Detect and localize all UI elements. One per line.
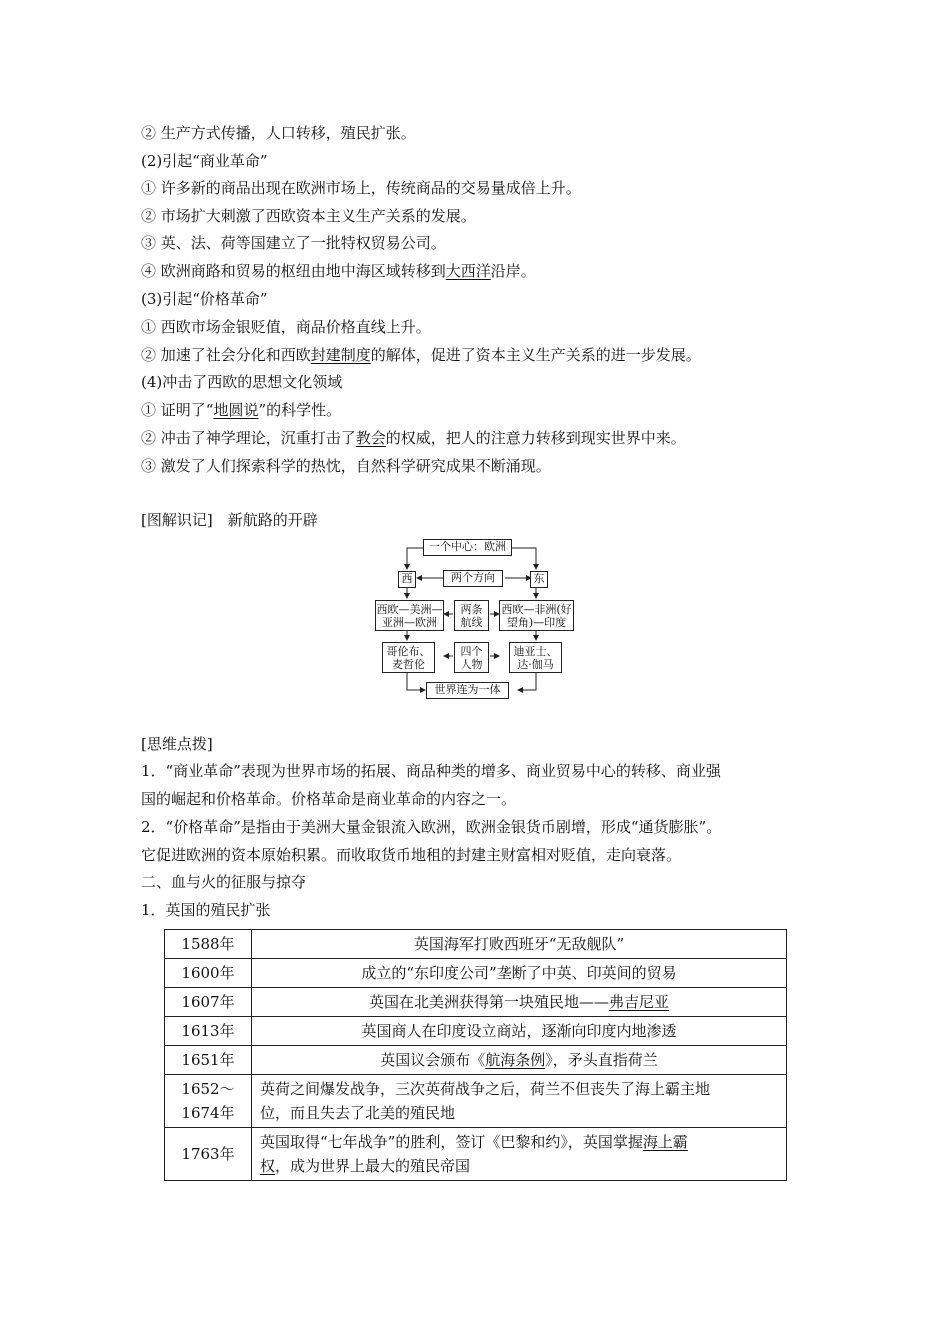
text-line	[141, 428, 686, 448]
box-line: 西欧—非洲(好	[501, 603, 572, 616]
text-segment: ④ 欧洲商路和贸易的枢纽由地中海区域转移到	[141, 262, 446, 280]
box-two-routes	[454, 600, 489, 631]
text-line: 国的崛起和价格革命。价格革命是商业革命的内容之一。	[141, 790, 517, 808]
diagram-heading: [图解识记] 新航路的开辟	[141, 511, 318, 529]
box-route-west	[375, 600, 444, 631]
text-line: ③ 激发了人们探索科学的热忱，自然科学研究成果不断涌现。	[141, 457, 551, 475]
table-cell-event: 成立的“东印度公司”垄断了中英、印英间的贸易	[252, 959, 787, 988]
box-line: 达·伽马	[517, 658, 554, 671]
box-people-east	[509, 642, 562, 673]
box-line: 迪亚士、	[513, 645, 558, 658]
box-four-people	[454, 642, 489, 673]
table-row	[165, 1046, 787, 1075]
text-line: ① 西欧市场金银贬值，商品价格直线上升。	[141, 318, 431, 336]
text-segment: 》，矛头直指荷兰	[545, 1051, 658, 1069]
underlined-term: 弗吉尼亚	[609, 993, 670, 1011]
underlined-term: 航海条例	[485, 1051, 546, 1069]
box-line: 航线	[460, 616, 483, 629]
text-line: ② 市场扩大刺激了西欧资本主义生产关系的发展。	[141, 207, 476, 225]
box-line: 亚洲—欧洲	[382, 616, 437, 629]
underlined-term: 大西洋	[445, 262, 491, 280]
text-line	[141, 261, 536, 281]
text-line	[141, 400, 341, 420]
box-line: 哥伦布、	[386, 645, 431, 658]
table-cell-event: 英国海军打败西班牙“无敌舰队”	[252, 930, 787, 959]
box-route-east	[499, 600, 574, 631]
subheading-price-revolution: (3)引起“价格革命”	[141, 290, 268, 308]
text-segment: ② 冲击了神学理论，沉重打击了	[141, 429, 356, 447]
underlined-term: 权	[260, 1157, 276, 1175]
table-cell-year: 1763年	[165, 1128, 252, 1181]
year-line: 1674年	[181, 1104, 235, 1122]
text-segment: 英国在北美洲获得第一块殖民地——	[368, 993, 609, 1011]
text-segment: ② 加速了社会分化和西欧	[141, 346, 311, 364]
text-line: ③ 英、法、荷等国建立了一批特权贸易公司。	[141, 234, 446, 252]
event-line	[260, 1154, 780, 1178]
table-cell-year: 1607年	[165, 988, 252, 1017]
table-cell-year: 1588年	[165, 930, 252, 959]
text-line: 2．“价格革命”是指由于美洲大量金银流入欧洲，欧洲金银货币剧增，形成“通货膨胀”。	[141, 818, 722, 836]
section-title: 二、血与火的征服与掠夺	[141, 873, 307, 891]
box-center: 一个中心：欧洲	[423, 539, 512, 556]
text-segment: 的解体，促进了资本主义生产关系的进一步发展。	[370, 346, 701, 364]
text-segment: 的权威，把人的注意力转移到现实世界中来。	[385, 429, 686, 447]
year-line: 1652～	[181, 1080, 235, 1098]
text-segment: ，成为世界上最大的殖民帝国	[275, 1157, 471, 1175]
underlined-term: 海上霸	[642, 1133, 688, 1151]
text-segment: 沿岸。	[490, 262, 536, 280]
thinking-heading: [思维点拨]	[141, 735, 213, 753]
text-line: ② 生产方式传播，人口转移，殖民扩张。	[141, 124, 416, 142]
table-row	[165, 1075, 787, 1128]
box-line: 西欧—美洲—	[376, 603, 443, 616]
box-people-west	[382, 642, 435, 673]
underlined-term: 地圆说	[213, 401, 259, 419]
box-result: 世界连为一体	[426, 682, 509, 699]
new-routes-diagram	[373, 536, 573, 702]
box-two-directions: 两个方向	[443, 570, 503, 587]
box-line: 四个	[460, 645, 483, 658]
text-segment: 英国议会颁布《	[380, 1051, 486, 1069]
table-row	[165, 930, 787, 959]
table-cell-year: 1651年	[165, 1046, 252, 1075]
section-subtitle: 1．英国的殖民扩张	[141, 901, 271, 919]
box-line: 麦哲伦	[392, 658, 425, 671]
subheading-culture: (4)冲击了西欧的思想文化领域	[141, 373, 343, 391]
table-row	[165, 988, 787, 1017]
table-row	[165, 959, 787, 988]
table-cell-year	[165, 1075, 252, 1128]
table-row	[165, 1017, 787, 1046]
colonial-expansion-table	[164, 929, 787, 1181]
box-line: 望角)—印度	[506, 616, 567, 629]
event-line: 位，而且失去了北美的殖民地	[260, 1104, 456, 1122]
table-cell-event: 英国商人在印度设立商站，逐渐向印度内地渗透	[252, 1017, 787, 1046]
text-line: 它促进欧洲的资本原始积累。而收取货币地租的封建主财富相对贬值，走向衰落。	[141, 846, 682, 864]
table-cell-event	[252, 988, 787, 1017]
box-west: 西	[398, 571, 416, 588]
event-line	[260, 1130, 780, 1154]
text-line	[141, 345, 701, 365]
text-line: 1．“商业革命”表现为世界市场的拓展、商品种类的增多、商业贸易中心的转移、商业强	[141, 762, 721, 780]
text-segment: ”的科学性。	[258, 401, 342, 419]
underlined-term: 教会	[355, 429, 386, 447]
table-row	[165, 1128, 787, 1181]
text-segment: 英国取得“七年战争”的胜利，签订《巴黎和约》，英国掌握	[260, 1133, 643, 1151]
table-cell-event	[252, 1075, 787, 1128]
box-line: 两条	[460, 603, 483, 616]
box-line: 人物	[460, 658, 483, 671]
table-cell-year: 1613年	[165, 1017, 252, 1046]
underlined-term: 封建制度	[310, 346, 371, 364]
text-line: ① 许多新的商品出现在欧洲市场上，传统商品的交易量成倍上升。	[141, 179, 581, 197]
text-segment: ① 证明了“	[141, 401, 214, 419]
table-cell-event	[252, 1046, 787, 1075]
table-cell-event	[252, 1128, 787, 1181]
event-line: 英荷之间爆发战争，三次英荷战争之后，荷兰不但丧失了海上霸主地	[260, 1080, 711, 1098]
box-east: 东	[530, 571, 548, 588]
table-cell-year: 1600年	[165, 959, 252, 988]
subheading-commercial-revolution: (2)引起“商业革命”	[141, 152, 268, 170]
